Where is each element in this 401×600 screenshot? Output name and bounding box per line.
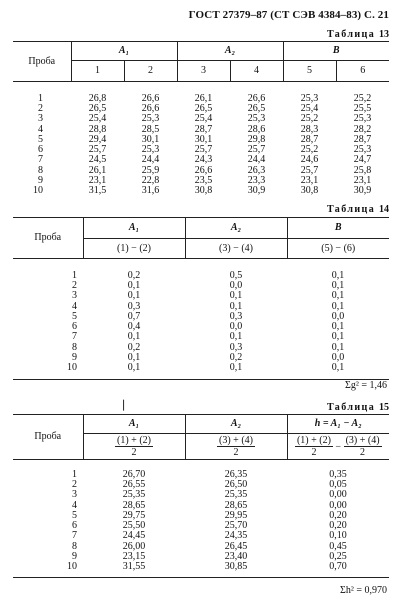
cell-value: 30,1 — [194, 133, 213, 145]
cell-value: 0,0 — [229, 321, 243, 333]
group-b-header: B — [287, 218, 389, 239]
cell-value: 25,9 — [141, 164, 160, 176]
row-label: 4 — [72, 499, 77, 511]
cell-value: 0,1 — [127, 352, 141, 364]
table-13-caption: Таблица 13 — [326, 29, 389, 40]
cell-value: 28,5 — [141, 123, 160, 135]
table-row — [13, 490, 389, 500]
cell-value: 25,2 — [300, 144, 319, 156]
col-number: 2 — [124, 61, 177, 82]
diff-header: (5) − (6) — [287, 239, 389, 259]
cell-value: 25,35 — [122, 489, 146, 501]
group-a2-header: A₂ — [177, 42, 283, 61]
group-a1-header: A₁ — [83, 218, 185, 239]
cell-value: 28,2 — [353, 123, 372, 135]
cell-value: 25,3 — [141, 144, 160, 156]
cell-value: 26,1 — [88, 164, 107, 176]
cell-value: 0,1 — [331, 341, 345, 353]
cell-value: 31,55 — [122, 561, 146, 573]
cell-value: 26,45 — [224, 540, 248, 552]
cell-value: 0,1 — [229, 290, 243, 302]
cell-value: 26,6 — [194, 164, 213, 176]
cell-value: 26,35 — [224, 468, 248, 480]
col-number: 3 — [177, 61, 230, 82]
cell-value: 23,1 — [300, 175, 319, 187]
cell-value: 0,3 — [229, 310, 243, 322]
cell-value: 0,1 — [229, 362, 243, 374]
table-15-caption: Таблица 15 — [326, 402, 389, 413]
cell-value: 25,35 — [224, 489, 248, 501]
cell-value: 0,10 — [329, 530, 347, 542]
cell-value: 25,50 — [122, 520, 146, 532]
cell-value: 28,7 — [194, 123, 213, 135]
cell-value: 0,1 — [331, 279, 345, 291]
cell-value: 0,35 — [329, 468, 347, 480]
row-label: 9 — [72, 352, 77, 364]
cell-value: 26,5 — [88, 102, 107, 114]
cell-value: 0,45 — [329, 540, 347, 552]
group-a2-header: A₂ — [185, 218, 287, 239]
cell-value: 26,8 — [88, 92, 107, 104]
cell-value: 29,4 — [88, 133, 107, 145]
cell-value: 0,00 — [329, 489, 347, 501]
row-label: 7 — [38, 154, 43, 166]
cell-value: 26,70 — [122, 468, 146, 480]
table-13 — [13, 41, 389, 196]
cell-value: 25,7 — [88, 144, 107, 156]
cell-value: 0,1 — [331, 362, 345, 374]
row-label: 9 — [72, 551, 77, 563]
row-label: 1 — [38, 92, 43, 104]
diff-header: (3) − (4) — [185, 239, 287, 259]
cell-value: 24,45 — [122, 530, 146, 542]
row-label: 4 — [38, 123, 43, 135]
table-row — [13, 114, 389, 124]
cell-value: 29,75 — [122, 509, 146, 521]
cell-value: 0,1 — [127, 362, 141, 374]
cell-value: 28,6 — [247, 123, 266, 135]
cell-value: 0,1 — [127, 290, 141, 302]
mean-a2-header: $\frac{(3) + (4)}{2}$ — [185, 434, 287, 460]
cell-value: 0,2 — [127, 269, 141, 281]
cell-value: 0,5 — [229, 269, 243, 281]
cell-value: 26,5 — [247, 102, 266, 114]
group-a1-header: A₁ — [71, 42, 177, 61]
cell-value: 25,3 — [353, 144, 372, 156]
cell-value: 30,8 — [194, 185, 213, 197]
cell-value: 31,5 — [88, 185, 107, 197]
cell-value: 25,7 — [247, 144, 266, 156]
row-label: 6 — [38, 144, 43, 156]
cell-value: 28,8 — [88, 123, 107, 135]
cell-value: 24,35 — [224, 530, 248, 542]
table-14-caption: Таблица 14 — [326, 204, 389, 215]
cell-value: 0,1 — [127, 331, 141, 343]
diff-header: (1) − (2) — [83, 239, 185, 259]
page-header: ГОСТ 27379–87 (СТ СЭВ 4384–83) С. 21 — [188, 9, 389, 21]
row-label: 10 — [67, 362, 77, 374]
table-row — [13, 363, 389, 373]
cell-value: 0,2 — [127, 341, 141, 353]
cell-value: 25,4 — [194, 113, 213, 125]
cell-value: 26,3 — [247, 164, 266, 176]
cell-value: 25,3 — [247, 113, 266, 125]
cell-value: 25,3 — [300, 92, 319, 104]
cell-value: 0,4 — [127, 321, 141, 333]
h-formula-header: $\frac{(1) + (2)}{2}$ − $\frac{(3) + (4)}{2}$ — [287, 434, 389, 460]
cell-value: 30,1 — [141, 133, 160, 145]
cell-value: 24,4 — [247, 154, 266, 166]
cell-value: 0,1 — [229, 300, 243, 312]
row-label: 1 — [72, 269, 77, 281]
cell-value: 22,8 — [141, 175, 160, 187]
cell-value: 25,2 — [300, 113, 319, 125]
group-b-header: B — [283, 42, 389, 61]
cell-value: 0,1 — [229, 331, 243, 343]
cell-value: 25,5 — [353, 102, 372, 114]
proba-header: Проба — [13, 42, 71, 82]
cell-value: 24,5 — [88, 154, 107, 166]
cell-value: 26,50 — [224, 478, 248, 490]
row-label: 10 — [33, 185, 43, 197]
cell-value: 26,6 — [247, 92, 266, 104]
row-label: 8 — [72, 540, 77, 552]
cell-value: 25,7 — [300, 164, 319, 176]
col-number: 6 — [336, 61, 389, 82]
cell-value: 0,0 — [229, 279, 243, 291]
cell-value: 25,2 — [353, 92, 372, 104]
cell-value: 28,65 — [224, 499, 248, 511]
cell-value: 25,70 — [224, 520, 248, 532]
cell-value: 0,1 — [331, 321, 345, 333]
cell-value: 26,5 — [194, 102, 213, 114]
proba-header: Проба — [13, 415, 83, 460]
cell-value: 24,3 — [194, 154, 213, 166]
row-label: 2 — [72, 478, 77, 490]
cell-value: 26,00 — [122, 540, 146, 552]
proba-header: Проба — [13, 218, 83, 259]
group-a2-header: A₂ — [185, 415, 287, 434]
col-number: 4 — [230, 61, 283, 82]
row-label: 1 — [72, 468, 77, 480]
cell-value: 0,20 — [329, 520, 347, 532]
cell-value: 28,7 — [353, 133, 372, 145]
row-label: 4 — [72, 300, 77, 312]
cell-value: 29,95 — [224, 509, 248, 521]
table-row — [13, 562, 389, 572]
cell-value: 25,8 — [353, 164, 372, 176]
row-label: 9 — [38, 175, 43, 187]
cell-value: 26,55 — [122, 478, 146, 490]
row-label: 3 — [38, 113, 43, 125]
cell-value: 0,0 — [331, 352, 345, 364]
cell-value: 24,4 — [141, 154, 160, 166]
row-label: 5 — [72, 310, 77, 322]
stray-mark: ❘ — [119, 399, 129, 411]
cell-value: 30,8 — [300, 185, 319, 197]
row-label: 2 — [38, 102, 43, 114]
row-label: 6 — [72, 321, 77, 333]
cell-value: 0,3 — [229, 341, 243, 353]
cell-value: 28,65 — [122, 499, 146, 511]
cell-value: 0,1 — [331, 331, 345, 343]
cell-value: 25,3 — [141, 113, 160, 125]
cell-value: 30,85 — [224, 561, 248, 573]
cell-value: 0,7 — [127, 310, 141, 322]
row-label: 8 — [38, 164, 43, 176]
cell-value: 0,00 — [329, 499, 347, 511]
cell-value: 31,6 — [141, 185, 160, 197]
table-14 — [13, 217, 389, 380]
table-14-sum: Σg² = 1,46 — [345, 380, 387, 391]
group-a1-header: A₁ — [83, 415, 185, 434]
row-label: 3 — [72, 489, 77, 501]
cell-value: 0,1 — [331, 269, 345, 281]
mean-a1-header: $\frac{(1) + (2)}{2}$ — [83, 434, 185, 460]
table-15-sum: Σh² = 0,970 — [340, 585, 387, 596]
row-label: 10 — [67, 561, 77, 573]
cell-value: 23,15 — [122, 551, 146, 563]
cell-value: 0,70 — [329, 561, 347, 573]
cell-value: 0,20 — [329, 509, 347, 521]
cell-value: 29,8 — [247, 133, 266, 145]
cell-value: 25,3 — [353, 113, 372, 125]
cell-value: 23,40 — [224, 551, 248, 563]
col-number: 1 — [71, 61, 124, 82]
cell-value: 25,4 — [300, 102, 319, 114]
table-row — [13, 186, 389, 196]
cell-value: 0,3 — [127, 300, 141, 312]
cell-value: 30,9 — [353, 185, 372, 197]
cell-value: 0,0 — [331, 310, 345, 322]
cell-value: 28,3 — [300, 123, 319, 135]
cell-value: 26,6 — [141, 92, 160, 104]
table-15 — [13, 414, 389, 578]
cell-value: 0,25 — [329, 551, 347, 563]
cell-value: 30,9 — [247, 185, 266, 197]
cell-value: 23,5 — [194, 175, 213, 187]
cell-value: 24,6 — [300, 154, 319, 166]
row-label: 5 — [38, 133, 43, 145]
cell-value: 0,05 — [329, 478, 347, 490]
col-number: 5 — [283, 61, 336, 82]
row-label: 6 — [72, 520, 77, 532]
cell-value: 25,7 — [194, 144, 213, 156]
row-label: 7 — [72, 331, 77, 343]
row-label: 5 — [72, 509, 77, 521]
cell-value: 23,3 — [247, 175, 266, 187]
cell-value: 28,7 — [300, 133, 319, 145]
cell-value: 25,4 — [88, 113, 107, 125]
cell-value: 23,1 — [88, 175, 107, 187]
row-label: 3 — [72, 290, 77, 302]
cell-value: 0,1 — [331, 290, 345, 302]
cell-value: 0,2 — [229, 352, 243, 364]
row-label: 8 — [72, 341, 77, 353]
h-header: h = A₁ − A₂ — [287, 415, 389, 434]
cell-value: 23,1 — [353, 175, 372, 187]
row-label: 7 — [72, 530, 77, 542]
table-row — [13, 291, 389, 301]
cell-value: 0,1 — [331, 300, 345, 312]
cell-value: 24,7 — [353, 154, 372, 166]
cell-value: 26,1 — [194, 92, 213, 104]
row-label: 2 — [72, 279, 77, 291]
cell-value: 26,6 — [141, 102, 160, 114]
cell-value: 0,1 — [127, 279, 141, 291]
